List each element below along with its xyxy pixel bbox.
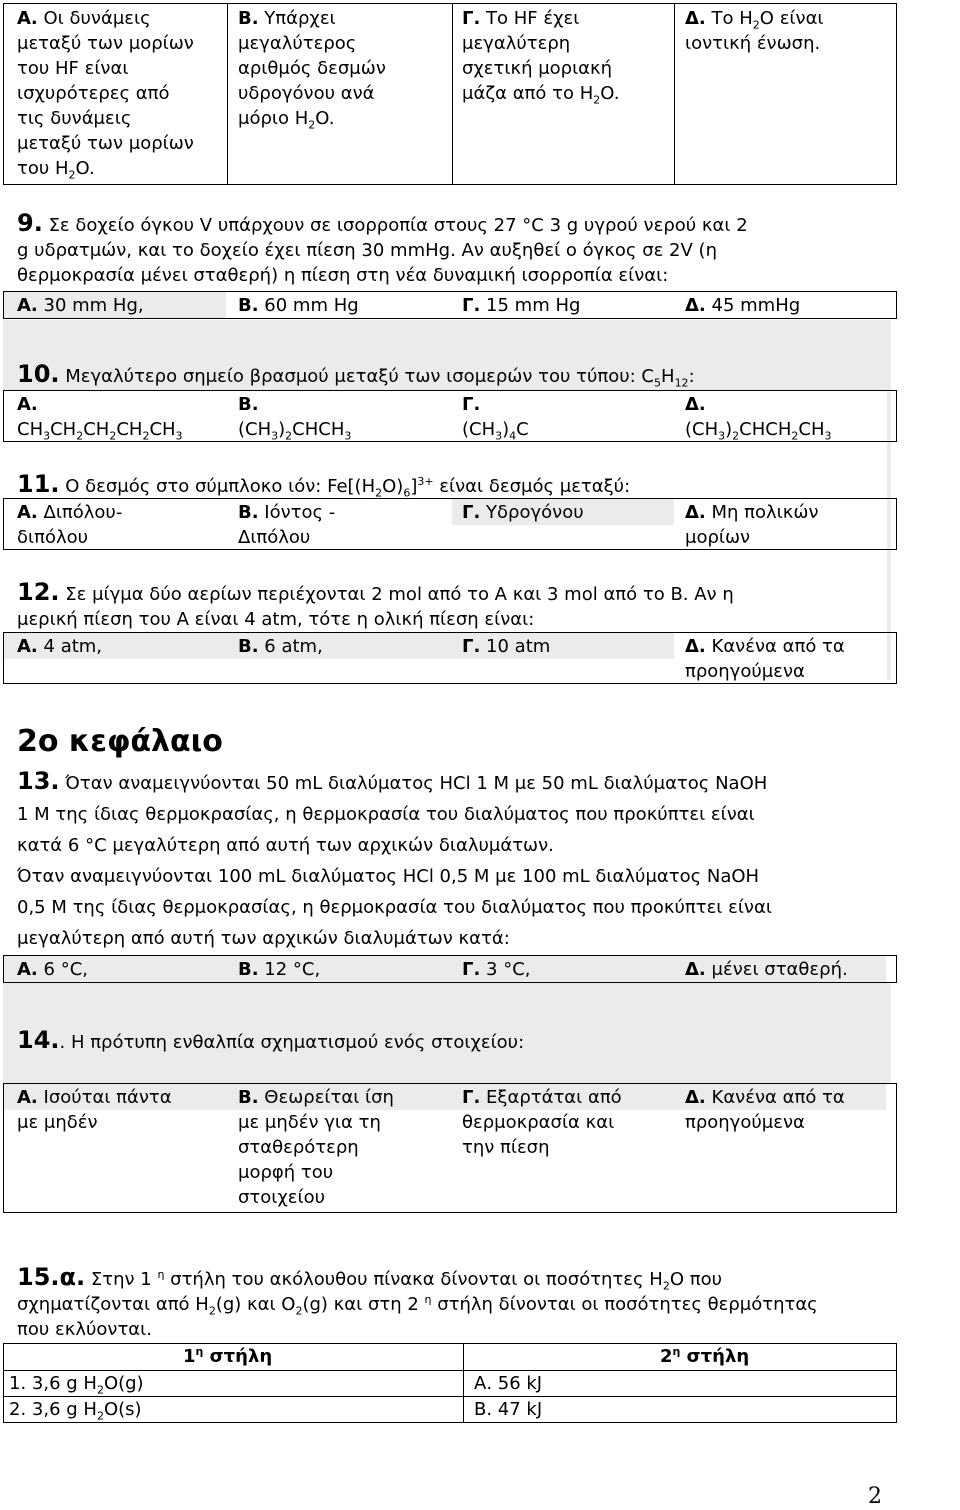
q13-question: 13. Όταν αναμειγνύονται 50 mL διαλύματος HCl 1 M με 50 mL διαλύματος NaOH 1 M της ίδιας θερμοκρασίας, η θερμοκρασία του διαλύματος που προκύπτει είναι κατά 6 °C μεγαλύτερη από αυτή των αρχικών διαλυμάτων. Όταν αναμειγνύονται 100 mL διαλύματος HCl 0,5 M με 100 mL διαλύματος NaOH 0,5 M της ίδιας θερμοκρασίας, η θερμοκρασία του διαλύματος που προκύπτει είναι μεγαλύτερη από αυτή των αρχικών διαλυμάτων κατά:	[17, 767, 772, 949]
q12-option-b: Β. 6 atm,	[238, 636, 323, 657]
q15-col2-header: $2^\eta$ στήλη	[660, 1345, 750, 1367]
q9-option-b: Β. 60 mm Hg	[238, 295, 359, 316]
question-number: 11.	[17, 470, 60, 498]
option-label: Β.	[238, 8, 259, 29]
q13-option-b: Β. 12 °C,	[238, 959, 321, 980]
q14-option-c: Γ. Εξαρτάται από θερμοκρασία και την πίεση	[462, 1087, 622, 1158]
table-row: 2. 3,6 g $H_2O(s)$	[9, 1399, 142, 1423]
option-text: μόριο $H_2O$.	[238, 108, 335, 132]
q8-option-d: Δ. Το $H_2O$ είναι ιοντική ένωση.	[685, 6, 890, 56]
option-label: Γ.	[462, 8, 481, 29]
option-text: μεγαλύτερος	[238, 33, 357, 54]
q9-option-d: Δ. 45 mmHg	[685, 295, 801, 316]
q8-option-c	[462, 6, 667, 106]
q14-option-d: Δ. Κανένα από τα προηγούμενα	[685, 1087, 845, 1133]
q10-question: 10. Μεγαλύτερο σημείο βρασμού μεταξύ των ισομερών του τύπου: $C_5H_{12}$:	[17, 360, 695, 390]
option-text: Οι δυνάμεις	[43, 8, 151, 29]
q12-option-c: Γ. 10 atm	[462, 636, 551, 657]
question-number: 10.	[17, 360, 60, 388]
q11-option-b: Β. Ιόντος - Διπόλου	[238, 502, 336, 548]
q8-option-b	[238, 6, 448, 131]
option-text: του $H_2O$.	[17, 158, 95, 182]
question-number: 12.	[17, 578, 60, 606]
q14-option-a: Α. Ισούται πάντα με μηδέν	[17, 1087, 172, 1133]
q13-option-a: Α. 6 °C,	[17, 959, 88, 980]
option-text: του HF είναι	[17, 58, 129, 79]
option-label: Α.	[17, 8, 38, 29]
question-number: 14.	[17, 1026, 60, 1054]
option-text: αριθμός δεσμών	[238, 58, 386, 79]
q10-option-c: Γ. $(CH_3)_4C$	[462, 394, 529, 443]
q13-option-d: Δ. μένει σταθερή.	[685, 959, 848, 980]
page-number: 2	[868, 1484, 882, 1509]
q14-option-b: Β. Θεωρείται ίση με μηδέν για τη σταθερότερη μορφή του στοιχείου	[238, 1087, 394, 1208]
q15-col1-header: $1^\eta$ στήλη	[183, 1345, 273, 1367]
q9-question: 9. Σε δοχείο όγκου V υπάρχουν σε ισορροπία στους 27 °C 3 g υγρού νερού και 2 g υδρατμών, και το δοχείο έχει πίεση 30 mmHg. Αν αυξηθεί ο όγκος σε 2V (η θερμοκρασία μένει σταθερή) η πίεση στη νέα δυναμική ισορροπία είναι:	[17, 209, 748, 286]
option-text: μάζα από το $H_2O$.	[462, 83, 620, 107]
q12-option-d: Δ. Κανένα από τα προηγούμενα	[685, 636, 845, 682]
table-row: 1. 3,6 g $H_2O(g)$	[9, 1373, 144, 1397]
chapter-heading: 2ο κεφάλαιο	[17, 724, 223, 759]
question-number: 15.α.	[17, 1263, 86, 1291]
option-text: μεταξύ των μορίων	[17, 33, 194, 54]
option-text: μεγαλύτερη	[462, 33, 571, 54]
option-label: Δ.	[685, 8, 706, 29]
q8-option-a	[17, 6, 222, 181]
question-number: 9.	[17, 209, 43, 237]
q11-option-d: Δ. Μη πολικών μορίων	[685, 502, 819, 548]
option-text: τις δυνάμεις	[17, 108, 132, 129]
option-text: Το HF έχει	[486, 8, 580, 29]
option-text: σχετική μοριακή	[462, 58, 613, 79]
q11-option-a: Α. Διπόλου- διπόλου	[17, 502, 123, 548]
q12-question: 12. Σε μίγμα δύο αερίων περιέχονται 2 mol από το A και 3 mol από το B. Αν η μερική πίεση του A είναι 4 atm, τότε η ολική πίεση είναι:	[17, 578, 734, 630]
option-text: μεταξύ των μορίων	[17, 133, 194, 154]
q9-option-c: Γ. 15 mm Hg	[462, 295, 581, 316]
table-row: Β. 47 kJ	[474, 1399, 543, 1420]
option-text: Υπάρχει	[264, 8, 336, 29]
q10-option-a: Α. $CH_3CH_2CH_2CH_2CH_3$	[17, 394, 183, 443]
q11-option-c: Γ. Υδρογόνου	[462, 502, 584, 523]
q9-option-a: Α. 30 mm Hg,	[17, 295, 144, 316]
q12-option-a: Α. 4 atm,	[17, 636, 103, 657]
q14-question: 14.. Η πρότυπη ενθαλπία σχηματισμού ενός στοιχείου:	[17, 1026, 525, 1054]
q10-option-b: Β. $(CH_3)_2CHCH_3$	[238, 394, 352, 443]
q13-option-c: Γ. 3 °C,	[462, 959, 531, 980]
option-text: υδρογόνου ανά	[238, 83, 375, 104]
q11-question: 11. Ο δεσμός στο σύμπλοκο ιόν: $Fe[(H_2O)_6]^{3+}$ είναι δεσμός μεταξύ:	[17, 470, 631, 500]
table-row: Α. 56 kJ	[474, 1373, 543, 1394]
option-text: ιοντική ένωση.	[685, 33, 821, 54]
option-text: ισχυρότερες από	[17, 83, 170, 104]
question-number: 13.	[17, 767, 60, 795]
q10-option-d: Δ. $(CH_3)_2CHCH_2CH_3$	[685, 394, 832, 443]
q15-question: 15.α. Στην 1 $^\eta$ στήλη του ακόλουθου πίνακα δίνονται οι ποσότητες $H_2O$ που σχηματίζονται από $H_2(g)$ και $O_2(g)$ και στη 2 $^\eta$ στήλη δίνονται οι ποσότητες θερμότητας που εκλύονται.	[17, 1263, 818, 1340]
